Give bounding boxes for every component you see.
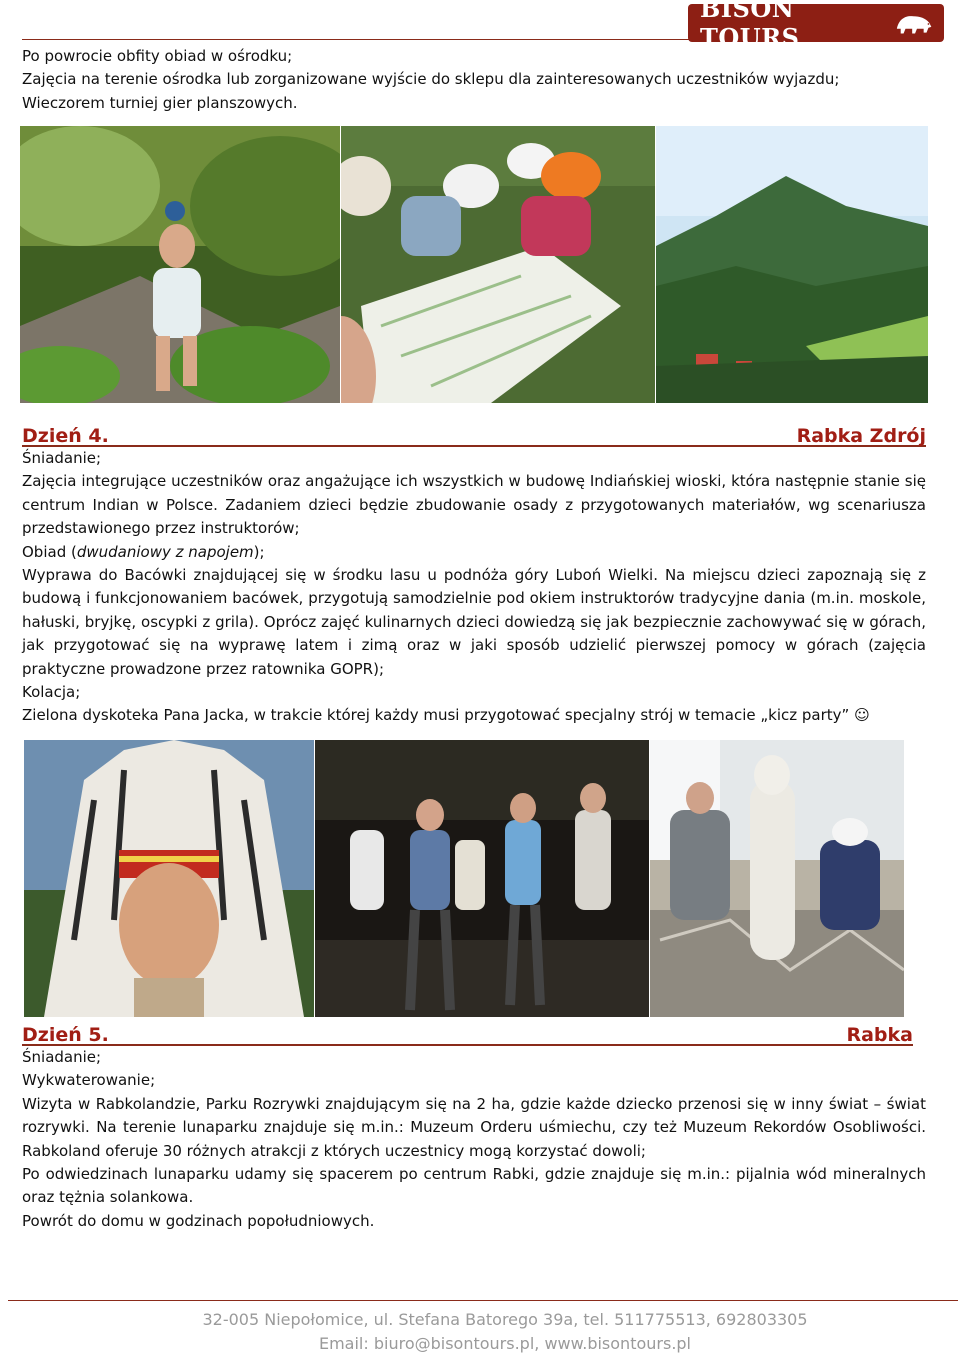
footer-contact: Email: biuro@bisontours.pl, www.bisontours.pl	[318, 1334, 691, 1353]
day5-return: Powrót do domu w godzinach popołudniowych.	[22, 1211, 375, 1230]
mummy-costume-photo	[650, 740, 904, 1017]
bison-tours-logo	[688, 0, 944, 52]
lunch-end: );	[253, 542, 265, 561]
day4-text	[22, 447, 926, 728]
footer-rule	[8, 1300, 958, 1301]
map-reading-children-photo	[341, 126, 655, 403]
smiley-icon: ☺	[854, 706, 870, 725]
day4-place: Rabka Zdrój	[796, 425, 926, 447]
indian-headdress-boy-photo	[24, 740, 314, 1017]
bison-icon	[894, 9, 934, 37]
day4-disco	[22, 704, 926, 727]
day4-paragraph-2: Wyprawa do Bacówki znajdującej się w środku lasu u podnóża góry Luboń Wielki. Na miejscu dzieci zapoznają się z budową i funkcjonowaniem bacówek, przygotują samodzielnie pod okiem instruktorów tradycyjne dania (m.in. moskole, hałuski, bryjkę, oscypki z grila). Oprócz zajęć kulinarnych dzieci dowiedzą się jak bezpiecznie zachowywać się w górach, jak przygotować się na wyprawę latem i zimą oraz w jaki sposób udzielić pierwszej pomocy w górach (zajęcia praktyczne prowadzone przez ratownika GOPR);	[22, 566, 926, 678]
intro-line: Wieczorem turniej gier planszowych.	[22, 93, 298, 112]
day5-place: Rabka	[846, 1024, 913, 1046]
day4-lunch	[22, 541, 926, 564]
day5-title: Dzień 5.	[22, 1024, 109, 1046]
disco-text: Zielona dyskoteka Pana Jacka, w trakcie której każdy musi przygotować specjalny strój w temacie „kicz party”	[22, 706, 850, 725]
intro-line: Zajęcia na terenie ośrodka lub zorganizowane wyjście do sklepu dla zainteresowanych uczestników wyjazdu;	[22, 70, 840, 89]
mountain-landscape-photo	[656, 126, 928, 403]
lunch-label: Obiad (	[22, 542, 77, 561]
intro-line: Po powrocie obfity obiad w ośrodku;	[22, 47, 293, 65]
day4-breakfast: Śniadanie;	[22, 449, 102, 467]
day5-paragraph-1: Wizyta w Rabkolandzie, Parku Rozrywki znajdującym się na 2 ha, gdzie każde dziecko przenosi się w inny świat – świat rozrywki. Na terenie lunaparku znajduje się m.in.: Muzeum Orderu uśmiechu, czy też Muzeum Rekordów Osobliwości. Rabkoland oferuje 30 różnych atrakcji z których uczestnicy mogą korzystać dowoli;	[22, 1094, 926, 1160]
day4-heading	[22, 421, 926, 447]
day5-breakfast: Śniadanie;	[22, 1048, 102, 1066]
day4-paragraph-1: Zajęcia integrujące uczestników oraz angażujące ich wszystkich w budowę Indiańskiej wioski, która następnie stanie się centrum Indian w Polsce. Zadaniem dzieci będzie zbudowanie osady z przygotowanych materiałów, wg scenariusza przedstawionego przez instruktorów;	[22, 472, 926, 538]
day5-checkout: Wykwaterowanie;	[22, 1071, 156, 1090]
hiking-children-photo	[20, 126, 340, 403]
day5-text	[22, 1046, 926, 1233]
day5-paragraph-2: Po odwiedzinach lunaparku udamy się spacerem po centrum Rabki, gdzie znajduje się m.in.: pijalnia wód mineralnych oraz tężnia solankowa.	[22, 1165, 926, 1207]
header-rule	[22, 39, 690, 40]
dancing-children-photo	[315, 740, 649, 1017]
footer-address: 32-005 Niepołomice, ul. Stefana Batorego 39a, tel. 511775513, 692803305	[202, 1310, 808, 1329]
lunch-detail: dwudaniowy z napojem	[76, 542, 254, 561]
day5-heading	[22, 1020, 913, 1046]
intro-text	[22, 45, 926, 115]
day4-dinner: Kolacja;	[22, 683, 81, 702]
day4-title: Dzień 4.	[22, 425, 109, 447]
logo-text: BISON TOURS	[700, 0, 800, 52]
